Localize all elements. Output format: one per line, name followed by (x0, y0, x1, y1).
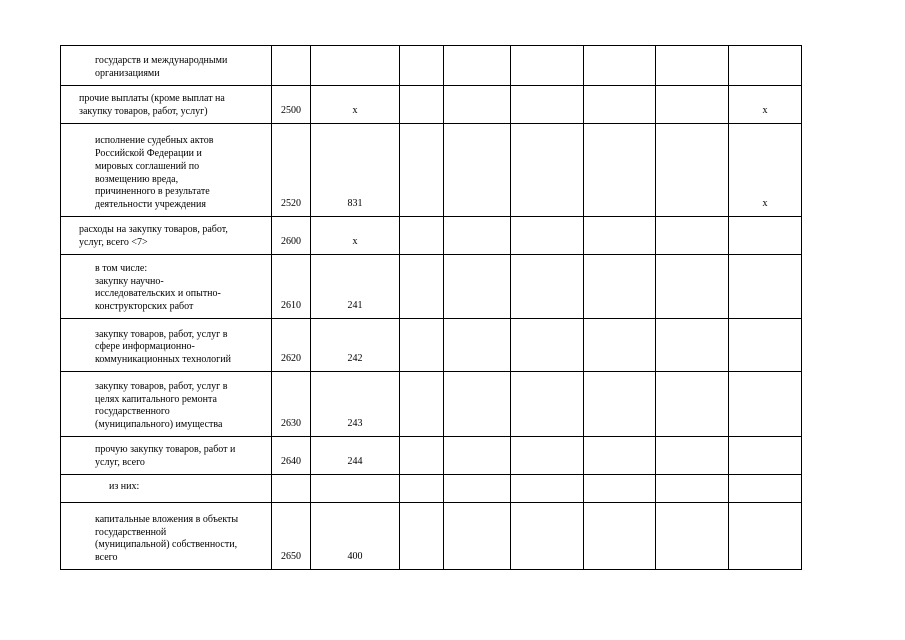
row-value-cell (400, 372, 444, 437)
row-value-cell (511, 437, 584, 475)
row-code-cell: 2610 (272, 255, 311, 319)
row-name: из них: (109, 481, 140, 492)
table-row (61, 372, 802, 437)
row-value-cell (729, 319, 802, 372)
row-name-cell (61, 124, 272, 217)
row-name: закупку товаров, работ, услуг в сфере информационно- коммуникационных технологий (95, 328, 231, 366)
row-name: расходы на закупку товаров, работ, услуг, всего <7> (79, 224, 228, 249)
row-value-cell (400, 86, 444, 124)
row-kbk-cell: 244 (311, 437, 400, 475)
row-name-cell (61, 437, 272, 475)
row-code-cell: 2500 (272, 86, 311, 124)
row-value-cell (444, 437, 511, 475)
row-value-cell (584, 503, 656, 570)
row-name: прочую закупку товаров, работ и услуг, всего (95, 444, 236, 469)
row-value-cell (511, 86, 584, 124)
row-kbk-cell: 241 (311, 255, 400, 319)
row-code-cell: 2620 (272, 319, 311, 372)
row-value-cell (400, 437, 444, 475)
row-kbk-cell (311, 475, 400, 503)
table-row (61, 475, 802, 503)
row-value-cell (444, 319, 511, 372)
row-name-cell (61, 46, 272, 86)
row-value-cell (729, 503, 802, 570)
financial-plan-table (60, 45, 802, 570)
row-value-cell (444, 124, 511, 217)
table-body (61, 46, 802, 570)
row-value-cell (584, 86, 656, 124)
row-code-cell: 2600 (272, 217, 311, 255)
row-value-cell (444, 372, 511, 437)
row-value-cell (584, 255, 656, 319)
row-value-cell (400, 503, 444, 570)
row-code-cell: 2630 (272, 372, 311, 437)
row-code-cell (272, 475, 311, 503)
row-name: закупку товаров, работ, услуг в целях капитального ремонта государственного (муниципального) имущества (95, 380, 228, 431)
row-name: исполнение судебных актов Российской Федерации и мировых соглашений по возмещению вреда, причиненного в результате деятельности учреждения (95, 135, 214, 211)
row-kbk-cell: 242 (311, 319, 400, 372)
row-value-cell (656, 46, 729, 86)
row-name-cell (61, 319, 272, 372)
row-name-cell (61, 86, 272, 124)
row-value-cell (656, 437, 729, 475)
row-value-cell (584, 217, 656, 255)
row-name: государств и международными организациями (95, 55, 228, 80)
row-value-cell (656, 503, 729, 570)
table-row (61, 319, 802, 372)
row-value-cell (511, 46, 584, 86)
table-row (61, 217, 802, 255)
table-row (61, 437, 802, 475)
row-value-cell (656, 372, 729, 437)
row-value-cell (511, 319, 584, 372)
table-row (61, 46, 802, 86)
row-value-cell (584, 319, 656, 372)
row-value-cell (444, 503, 511, 570)
row-value-cell: x (729, 86, 802, 124)
row-kbk-cell (311, 46, 400, 86)
row-code-cell: 2640 (272, 437, 311, 475)
row-value-cell (729, 255, 802, 319)
row-value-cell (729, 217, 802, 255)
row-value-cell (656, 319, 729, 372)
row-name: капитальные вложения в объекты государственной (муниципальной) собственности, всего (95, 513, 239, 564)
table-row (61, 255, 802, 319)
row-value-cell (584, 124, 656, 217)
row-name-cell (61, 372, 272, 437)
row-value-cell (444, 255, 511, 319)
row-value-cell (400, 319, 444, 372)
table-row (61, 124, 802, 217)
row-value-cell (729, 475, 802, 503)
row-value-cell (444, 475, 511, 503)
row-value-cell (584, 372, 656, 437)
row-name-cell (61, 475, 272, 503)
row-value-cell: x (729, 124, 802, 217)
row-code-cell: 2650 (272, 503, 311, 570)
row-value-cell (444, 217, 511, 255)
row-value-cell (400, 475, 444, 503)
row-value-cell (584, 475, 656, 503)
row-code-cell (272, 46, 311, 86)
row-value-cell (511, 255, 584, 319)
row-kbk-cell: x (311, 217, 400, 255)
row-kbk-cell: 243 (311, 372, 400, 437)
row-name-cell (61, 217, 272, 255)
row-value-cell (400, 217, 444, 255)
row-name: в том числе: закупку научно- исследовательских и опытно- конструкторских работ (95, 262, 221, 313)
row-value-cell (656, 217, 729, 255)
row-value-cell (400, 46, 444, 86)
row-value-cell (656, 255, 729, 319)
row-value-cell (511, 503, 584, 570)
row-value-cell (444, 46, 511, 86)
row-value-cell (729, 437, 802, 475)
row-value-cell (400, 255, 444, 319)
row-value-cell (400, 124, 444, 217)
row-value-cell (444, 86, 511, 124)
row-value-cell (584, 437, 656, 475)
row-value-cell (511, 475, 584, 503)
row-code-cell: 2520 (272, 124, 311, 217)
table-row (61, 86, 802, 124)
row-value-cell (511, 372, 584, 437)
row-name-cell (61, 503, 272, 570)
row-value-cell (729, 46, 802, 86)
row-value-cell (656, 124, 729, 217)
row-kbk-cell: 400 (311, 503, 400, 570)
row-kbk-cell: 831 (311, 124, 400, 217)
row-name-cell (61, 255, 272, 319)
table-row (61, 503, 802, 570)
row-name: прочие выплаты (кроме выплат на закупку товаров, работ, услуг) (79, 93, 225, 118)
row-value-cell (511, 124, 584, 217)
row-value-cell (729, 372, 802, 437)
row-value-cell (511, 217, 584, 255)
row-value-cell (584, 46, 656, 86)
row-value-cell (656, 475, 729, 503)
row-value-cell (656, 86, 729, 124)
row-kbk-cell: x (311, 86, 400, 124)
